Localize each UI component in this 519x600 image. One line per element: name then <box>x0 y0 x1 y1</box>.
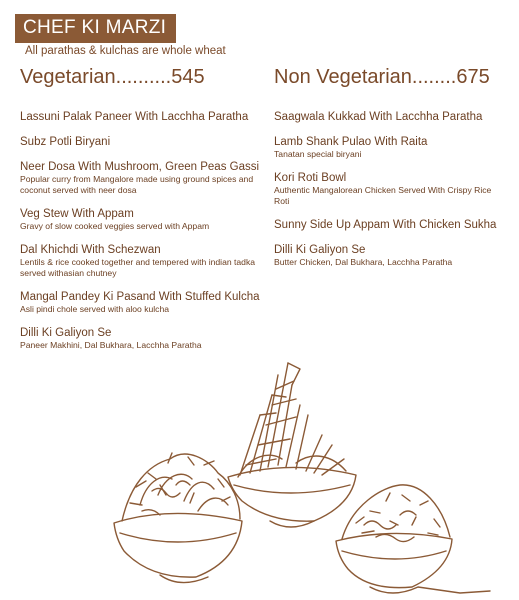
center-bowl-icon <box>228 363 356 527</box>
menu-item <box>20 160 260 196</box>
menu-item <box>274 218 504 232</box>
menu-item <box>20 290 260 315</box>
menu-item-name: Veg Stew With Appam <box>20 208 134 220</box>
menu-item-description: Tanatan special biryani <box>274 149 362 159</box>
nonvegetarian-section <box>274 64 504 279</box>
page-subtitle: All parathas & kulchas are whole wheat <box>25 45 226 57</box>
menu-item-description: Gravy of slow cooked veggies served with Appam <box>20 221 210 231</box>
menu-item-name: Sunny Side Up Appam With Chicken Sukha <box>274 219 497 231</box>
menu-item <box>20 110 260 124</box>
menu-item-name: Dal Khichdi With Schezwan <box>20 244 161 256</box>
menu-item-description: Asli pindi chole served with aloo kulcha <box>20 304 170 314</box>
menu-item <box>274 243 504 268</box>
left-bowl-icon <box>114 453 242 583</box>
page-title: CHEF KI MARZI <box>15 14 176 43</box>
menu-item-name: Mangal Pandey Ki Pasand With Stuffed Kulcha <box>20 291 260 303</box>
menu-item-name: Dilli Ki Galiyon Se <box>274 244 366 256</box>
menu-item <box>20 207 260 232</box>
vegetarian-section <box>20 64 260 362</box>
vegetarian-list <box>20 110 260 351</box>
menu-item <box>274 110 504 124</box>
menu-item-name: Lassuni Palak Paneer With Lacchha Paratha <box>20 111 249 123</box>
menu-item-description: Authentic Mangalorean Chicken Served With Crispy Rice Roti <box>274 185 492 206</box>
vegetarian-heading: Vegetarian..........545 <box>20 66 205 88</box>
nonvegetarian-list <box>274 110 504 268</box>
menu-item-name: Lamb Shank Pulao With Raita <box>274 136 428 148</box>
menu-item-description: Lentils & rice cooked together and tempered with indian tadka served withasian chutney <box>20 257 256 278</box>
menu-item-description: Butter Chicken, Dal Bukhara, Lacchha Paratha <box>274 257 453 267</box>
menu-item-description: Popular curry from Mangalore made using ground spices and coconut served with neer dosa <box>20 174 254 195</box>
nonvegetarian-heading: Non Vegetarian........675 <box>274 66 490 88</box>
right-bowl-icon <box>336 485 490 593</box>
menu-item-name: Neer Dosa With Mushroom, Green Peas Gassi <box>20 161 260 173</box>
menu-item-name: Subz Potli Biryani <box>20 136 111 148</box>
menu-item-name: Dilli Ki Galiyon Se <box>20 327 112 339</box>
menu-item-name: Kori Roti Bowl <box>274 172 347 184</box>
menu-item <box>274 135 504 160</box>
menu-item-name: Saagwala Kukkad With Lacchha Paratha <box>274 111 483 123</box>
food-bowls-sketch-icon <box>100 355 519 600</box>
menu-item <box>274 171 504 207</box>
menu-item <box>20 326 260 351</box>
menu-item-description: Paneer Makhini, Dal Bukhara, Lacchha Paratha <box>20 340 202 350</box>
menu-item <box>20 135 260 149</box>
menu-item <box>20 243 260 279</box>
